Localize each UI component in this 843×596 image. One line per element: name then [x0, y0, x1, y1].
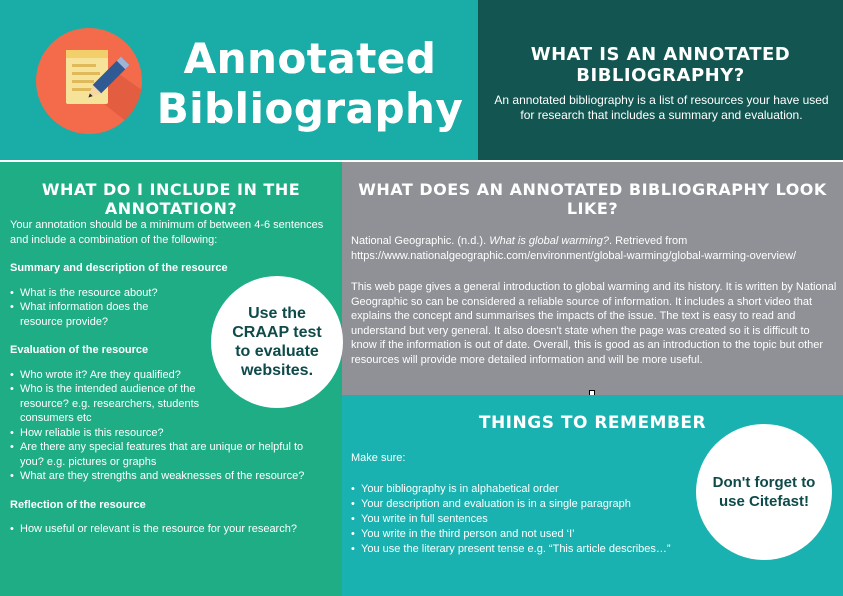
- what-is-heading: WHAT IS AN ANNOTATED BIBLIOGRAPHY?: [530, 44, 791, 86]
- remember-body: [351, 451, 711, 557]
- title-line-1: Annotated: [183, 34, 437, 83]
- page-title: [150, 34, 470, 134]
- list-item: • You write in full sentences: [351, 512, 711, 527]
- annotation-text: This web page gives a general introduction to global warming and its history. It is written by National Geographic so can be considered a reliable source of information. It includes a short video that explains the concept and summarises the impacts of the issue. The text is easy to read and understand but very general. It also doesn't state when the page was created so it is difficult to know if the information is out of date. Overall, this is good as an introduction to the topic but other resources will provide more detailed information and will be more useful.: [351, 281, 837, 366]
- list-item: • Your bibliography is in alphabetical order: [351, 482, 711, 497]
- what-is-text: An annotated bibliography is a list of resources your have used for research that includes a summary and evaluation.: [494, 93, 829, 122]
- citation-suffix: . Retrieved from https://www.nationalgeographic.com/environment/global-warming/global-warming-overview/: [351, 235, 797, 262]
- example-annotation: [351, 280, 837, 367]
- list-item: • What is the resource about?: [10, 286, 330, 301]
- example-citation: [351, 234, 831, 263]
- title-panel: [0, 0, 478, 160]
- reflection-list: [10, 522, 330, 537]
- section-title-reflection: Reflection of the resource: [10, 498, 146, 511]
- list-item: • How useful or relevant is the resource for your research?: [10, 522, 330, 537]
- list-item: • Who is the intended audience of the resource? e.g. researchers, students consumers etc: [10, 382, 225, 426]
- notepad-pencil-icon: [36, 28, 142, 134]
- example-heading: WHAT DOES AN ANNOTATED BIBLIOGRAPHY LOOK LIKE?: [358, 180, 827, 218]
- include-heading: WHAT DO I INCLUDE IN THE ANNOTATION?: [41, 180, 301, 218]
- what-is-panel: [478, 0, 843, 160]
- remember-intro: Make sure:: [351, 452, 406, 464]
- section-title-summary: Summary and description of the resource: [10, 262, 228, 274]
- citefast-callout-text: Don't forget to use Citefast!: [712, 474, 816, 510]
- list-item: • You use the literary present tense e.g. “This article describes…”: [351, 542, 711, 557]
- citefast-callout: [696, 424, 832, 560]
- list-item: • Your description and evaluation is in a single paragraph: [351, 497, 711, 512]
- remember-list: [351, 482, 711, 557]
- example-panel: [342, 162, 843, 395]
- section-title-evaluation: Evaluation of the resource: [10, 344, 149, 356]
- list-item: • What are they strengths and weaknesses of the resource?: [10, 469, 330, 484]
- list-item: • Who wrote it? Are they qualified?: [10, 368, 330, 383]
- craap-callout-text: Use the CRAAP test to evaluate websites.: [232, 305, 322, 379]
- list-item: • What information does the resource provide?: [10, 300, 170, 329]
- remember-heading: THINGS TO REMEMBER: [478, 413, 707, 433]
- craap-callout: [211, 276, 343, 408]
- citation-title: What is global warming?: [489, 235, 610, 247]
- include-intro: Your annotation should be a minimum of between 4-6 sentences and include a combination of the following:: [10, 219, 324, 246]
- title-line-2: Bibliography: [156, 84, 464, 133]
- list-item: • How reliable is this resource?: [10, 426, 330, 441]
- list-item: • Are there any special features that are unique or helpful to you? e.g. pictures or graphs: [10, 440, 330, 469]
- citation-prefix: National Geographic. (n.d.).: [351, 235, 490, 247]
- list-item: • You write in the third person and not used ‘I’: [351, 527, 711, 542]
